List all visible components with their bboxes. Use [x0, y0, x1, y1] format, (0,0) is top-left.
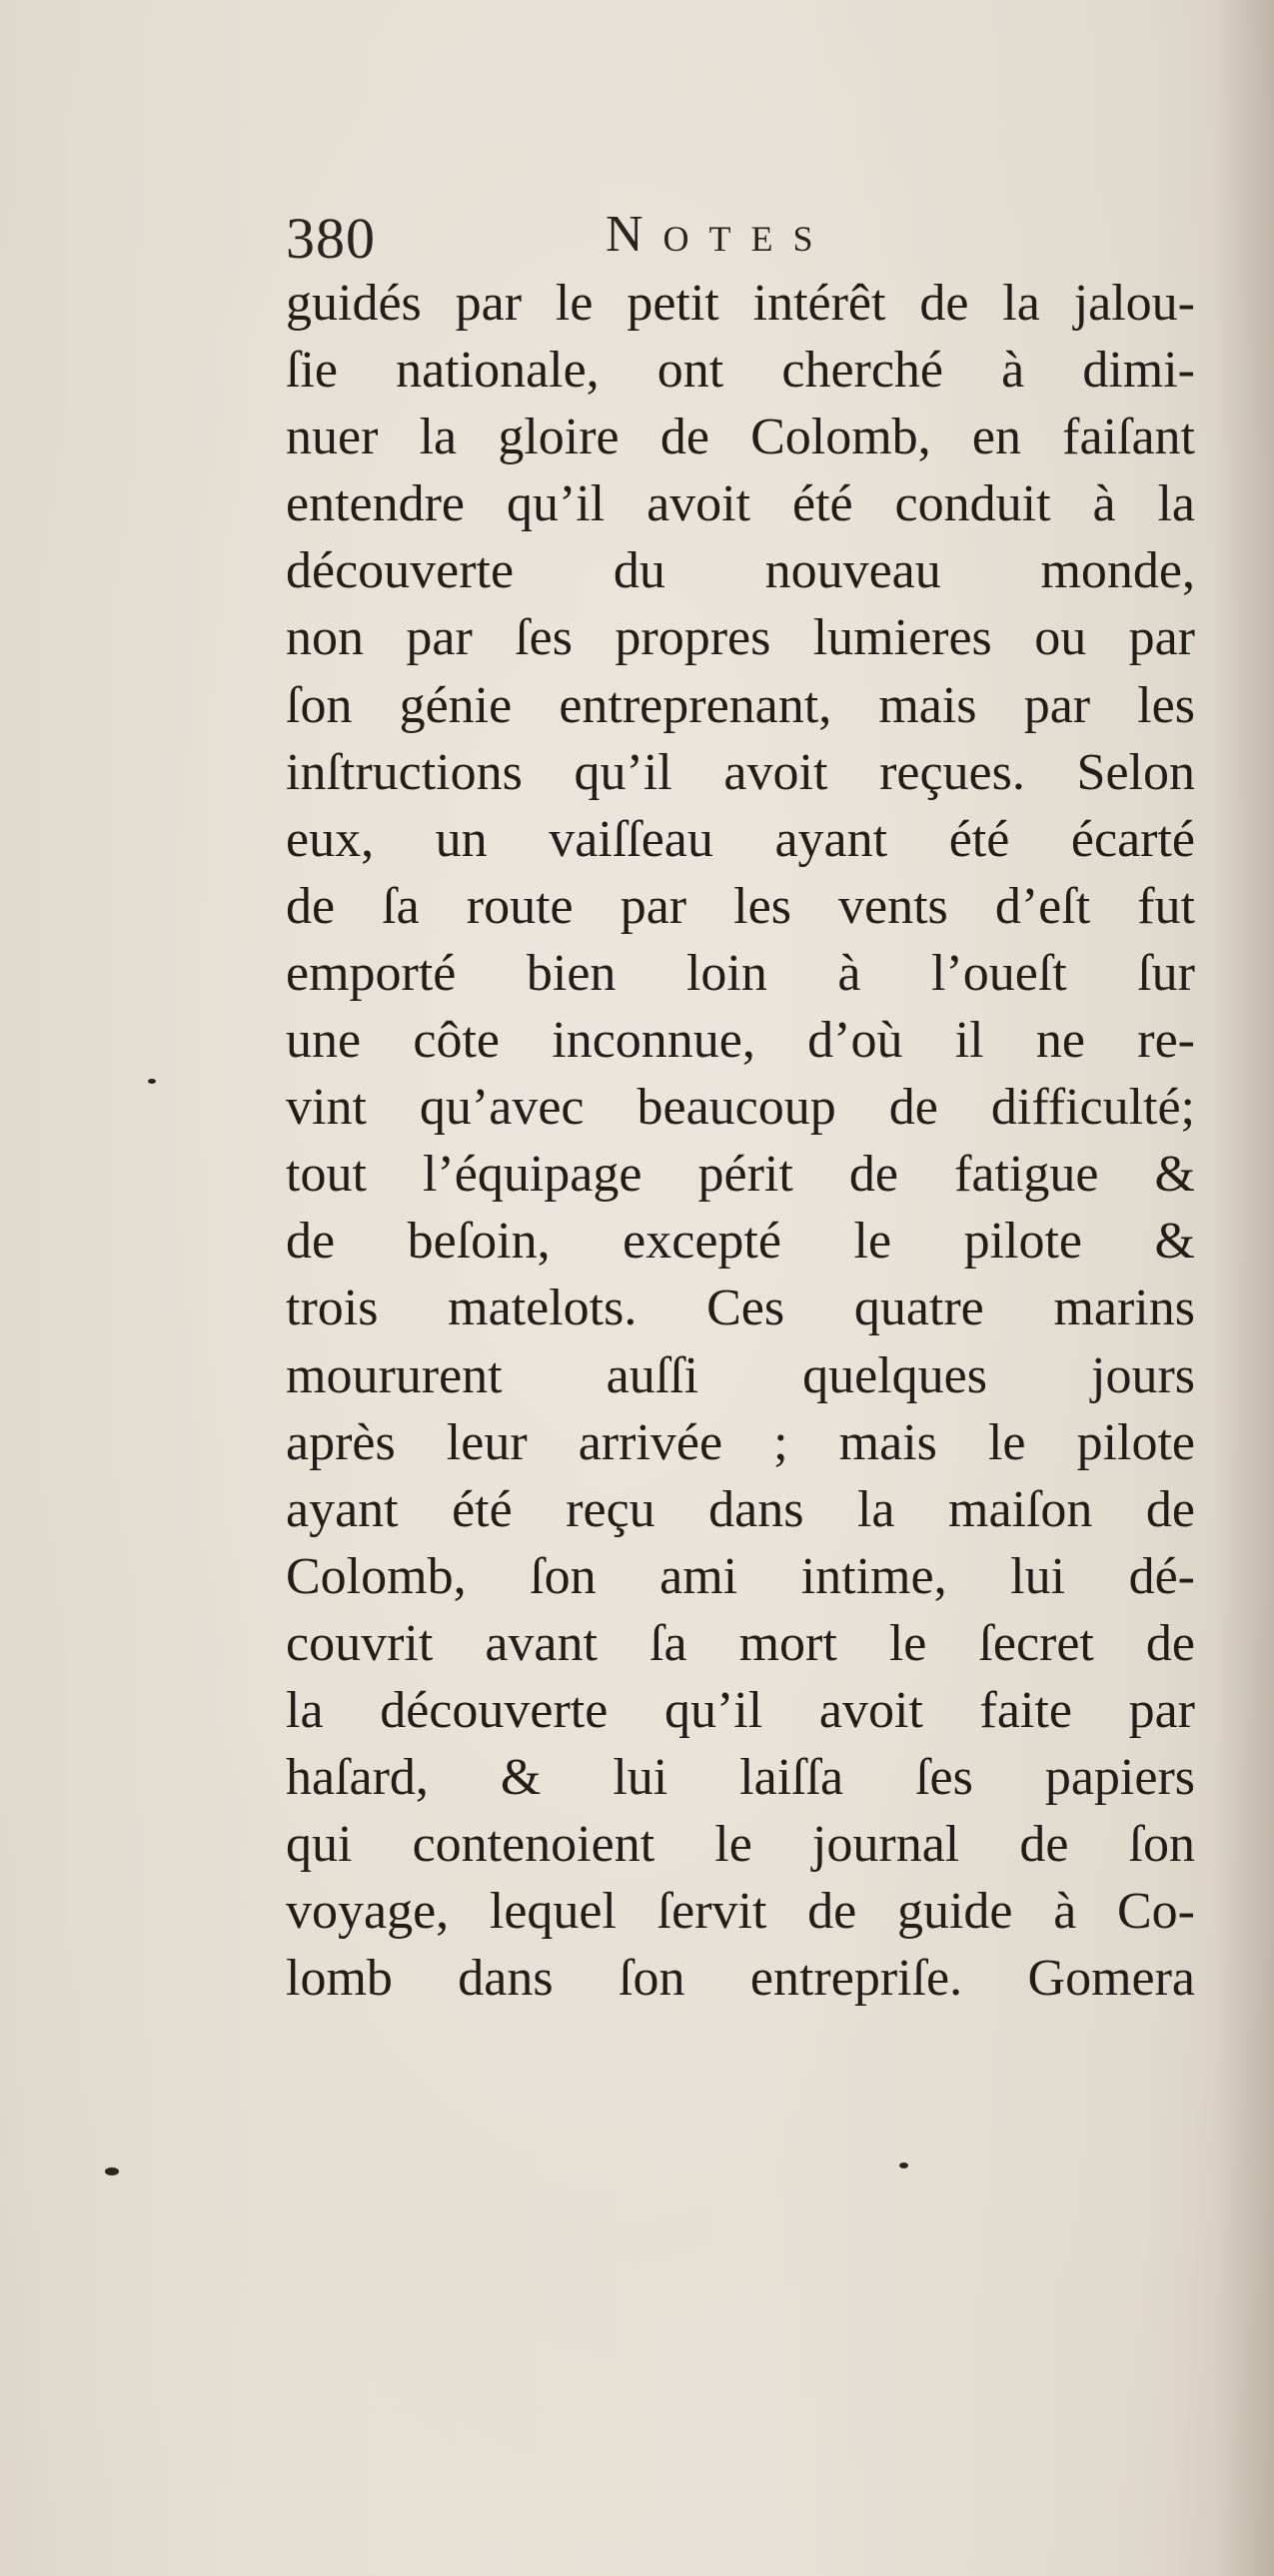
text-line: Colomb, ſon ami intime, lui dé-	[286, 1547, 1195, 1605]
text-line: moururent auſſi quelques jours	[286, 1346, 1195, 1404]
page-number: 380	[286, 206, 376, 271]
text-line: voyage, lequel ſervit de guide à Co-	[286, 1883, 1195, 1941]
text-line: tout l’équipage périt de fatigue &	[286, 1146, 1195, 1204]
text-line: couvrit avant ſa mort le ſecret de	[286, 1614, 1195, 1672]
text-line: une côte inconnue, d’où il ne re-	[286, 1012, 1195, 1070]
text-line: ſon génie entreprenant, mais par les	[286, 676, 1195, 734]
text-line: haſard, & lui laiſſa ſes papiers	[286, 1749, 1195, 1807]
text-line: entendre qu’il avoit été conduit à la	[286, 475, 1195, 533]
text-line: ayant été reçu dans la maiſon de	[286, 1480, 1195, 1538]
text-line: trois matelots. Ces quatre marins	[286, 1280, 1195, 1337]
text-line: inſtructions qu’il avoit reçues. Selon	[286, 743, 1195, 801]
text-line: nuer la gloire de Colomb, en faiſant	[286, 409, 1195, 466]
ink-speck	[899, 2162, 908, 2168]
text-line: eux, un vaiſſeau ayant été écarté	[286, 810, 1195, 868]
text-line: non par ſes propres lumieres ou par	[286, 609, 1195, 667]
text-line: ſie nationale, ont cherché à dimi-	[286, 342, 1195, 400]
text-line: emporté bien loin à l’oueſt ſur	[286, 944, 1195, 1002]
ink-speck	[105, 2167, 119, 2175]
text-line: de ſa route par les vents d’eſt fut	[286, 877, 1195, 935]
page-header	[286, 205, 1185, 275]
text-line: guidés par le petit intérêt de la jalou-	[286, 275, 1195, 332]
text-line: la découverte qu’il avoit faite par	[286, 1681, 1195, 1739]
running-head: Notes	[606, 206, 833, 263]
text-line: qui contenoient le journal de ſon	[286, 1816, 1195, 1874]
text-line: vint qu’avec beaucoup de difficulté;	[286, 1079, 1195, 1137]
ink-speck	[148, 1079, 156, 1084]
text-line: lomb dans ſon entrepriſe. Gomera	[286, 1950, 1195, 2008]
text-line: après leur arrivée ; mais le pilote	[286, 1413, 1195, 1471]
text-line: de beſoin, excepté le pilote &	[286, 1213, 1195, 1271]
body-text	[286, 270, 1195, 2012]
text-line: découverte du nouveau monde,	[286, 542, 1195, 600]
